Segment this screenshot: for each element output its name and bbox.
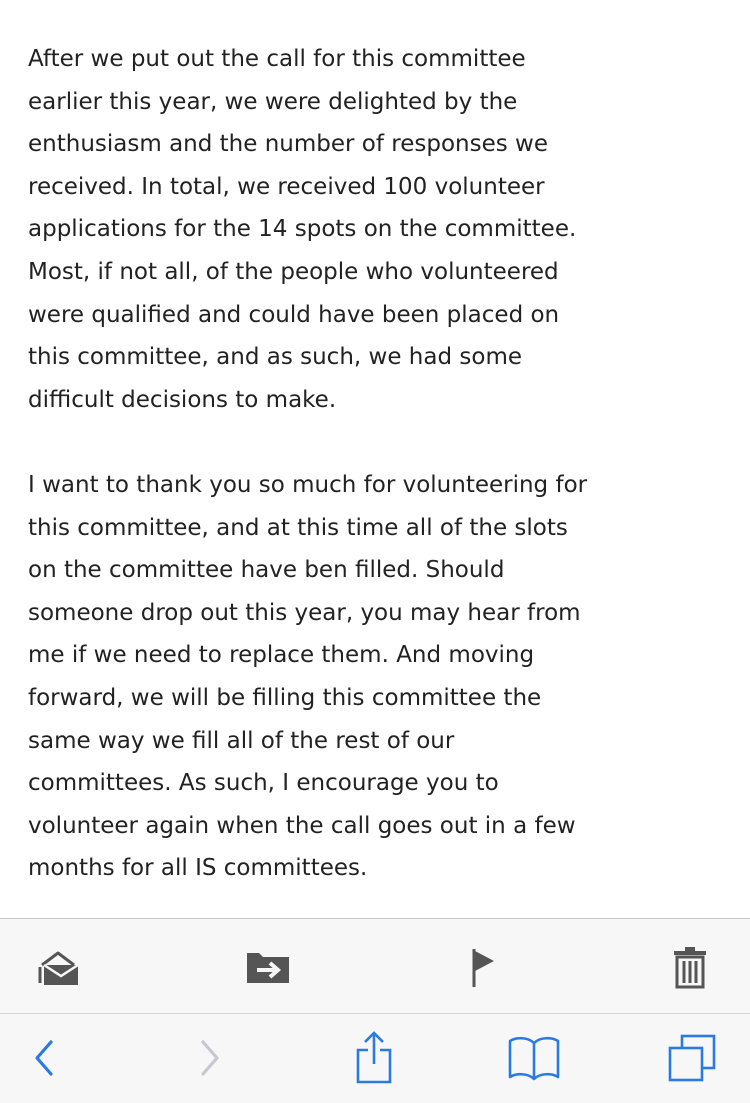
mark-unread-icon [34,943,82,991]
move-to-folder-button[interactable] [238,937,298,997]
text-line: enthusiasm and the number of responses we [28,131,548,158]
mark-unread-button[interactable] [28,937,88,997]
text-line: same way we fill all of the rest of our [28,727,455,754]
back-icon [29,1038,59,1078]
trash-button[interactable] [660,937,720,997]
trash-icon [670,943,710,991]
bookmarks-button[interactable] [504,1028,564,1088]
text-line: I want to thank you so much for volunteering for [28,471,588,498]
text-line: months for all IS committees. [28,855,368,882]
message-body [28,38,728,890]
text-line: me if we need to replace them. And moving [28,642,535,669]
text-line: were qualified and could have been placed on [28,301,560,328]
back-button[interactable] [14,1028,74,1088]
text-line: Most, if not all, of the people who volunteered [28,258,559,285]
paragraph-2 [28,464,728,890]
paragraph-spacer [28,421,728,464]
share-button[interactable] [344,1028,404,1088]
text-line: received. In total, we received 100 volunteer [28,173,545,200]
flag-button[interactable] [452,937,512,997]
paragraph-1 [28,38,728,421]
text-line: volunteer again when the call goes out in a few [28,812,576,839]
move-to-folder-icon [243,947,293,987]
text-line: forward, we will be filling this committee the [28,684,542,711]
text-line: this committee, and as such, we had some [28,344,522,371]
flag-icon [462,943,502,991]
mail-toolbar [0,918,750,1014]
share-icon [352,1030,396,1086]
text-line: applications for the 14 spots on the committee. [28,216,577,243]
text-line: this committee, and at this time all of the slots [28,514,568,541]
tabs-icon [664,1030,720,1086]
text-line: on the committee have ben filled. Should [28,557,505,584]
browser-toolbar [0,1013,750,1103]
text-line: someone drop out this year, you may hear from [28,599,581,626]
text-line: earlier this year, we were delighted by the [28,88,518,115]
forward-button[interactable] [180,1028,240,1088]
bookmarks-icon [506,1033,562,1083]
tabs-button[interactable] [662,1028,722,1088]
text-line: committees. As such, I encourage you to [28,770,499,797]
text-line: difficult decisions to make. [28,386,337,413]
text-line: After we put out the call for this committee [28,46,526,72]
forward-icon [195,1038,225,1078]
